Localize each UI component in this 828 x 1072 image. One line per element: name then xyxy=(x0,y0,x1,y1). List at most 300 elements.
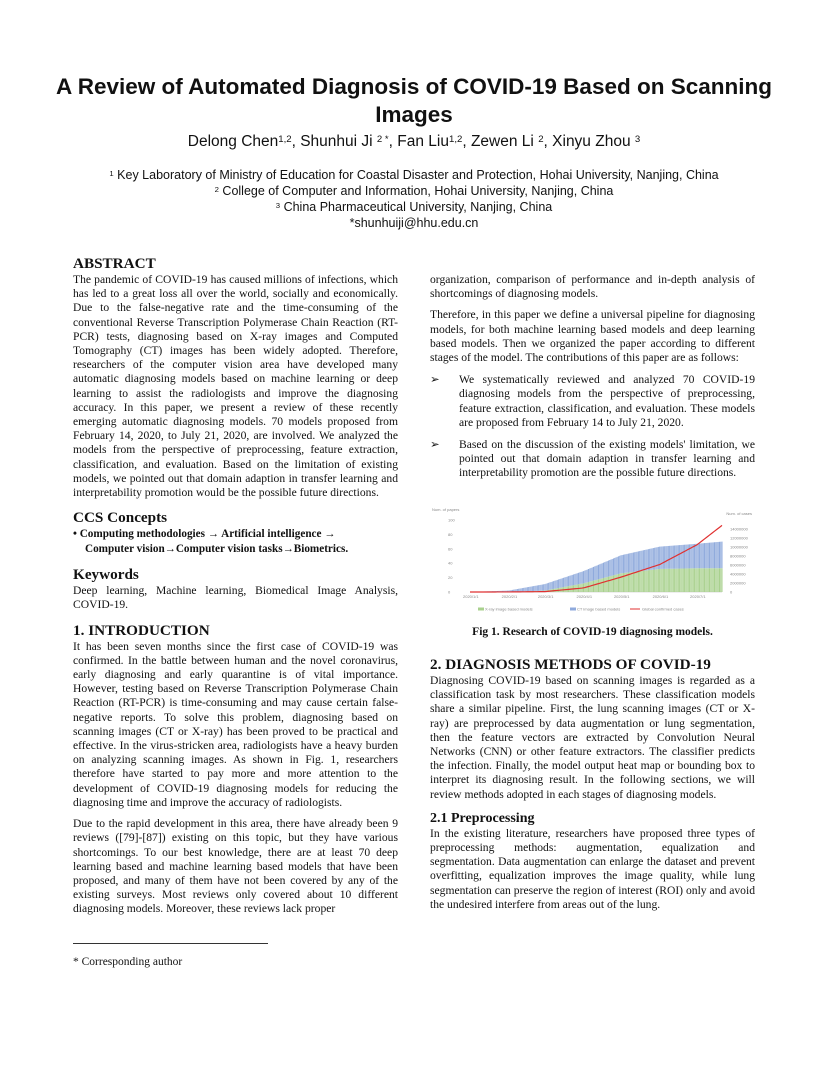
ct-bar xyxy=(682,545,683,569)
ct-bar xyxy=(559,579,560,588)
ct-bar xyxy=(517,589,518,592)
ct-bar xyxy=(624,554,625,572)
legend-swatch-ct xyxy=(570,608,576,611)
xray-bar xyxy=(700,568,701,592)
xray-bar xyxy=(679,569,680,592)
ct-bar xyxy=(593,567,594,581)
xray-bar xyxy=(647,570,648,592)
ct-bar xyxy=(718,542,719,568)
xray-bar xyxy=(694,568,695,592)
ct-bar xyxy=(557,580,558,588)
ct-bar xyxy=(564,577,565,586)
ct-bar xyxy=(591,568,592,581)
ct-bar xyxy=(594,566,595,580)
ct-bar xyxy=(536,586,537,591)
author-name: Delong Chen xyxy=(187,133,279,150)
xray-bar xyxy=(689,568,690,592)
xray-bar xyxy=(720,568,721,592)
xray-bar xyxy=(598,579,599,592)
author-affiliation-mark: 1,2 xyxy=(278,133,292,145)
ct-bar xyxy=(528,587,529,591)
subsection-2-1-text: In the existing literature, researchers have proposed three types of preprocessing methods: augmentation, equalization and segmentation. Data augmentation can enlarge the dataset and prevent overfitting, equalization improves the image quality, while lung segmentation can preserve the region of interest (ROI) only and avoid the undesired interfere from areas out of the lung. xyxy=(430,826,755,911)
xray-bar xyxy=(699,568,700,592)
xray-bar xyxy=(710,568,711,592)
ct-bar xyxy=(553,581,554,589)
xray-bar xyxy=(655,569,656,592)
ct-bar xyxy=(695,544,696,568)
xray-bar xyxy=(654,570,655,592)
ct-bar xyxy=(615,557,616,574)
chart-legend xyxy=(478,607,684,612)
right-axis-title: Num. of cases xyxy=(726,511,752,516)
xray-bar xyxy=(673,569,674,592)
contribution-text: Based on the discussion of the existing models' limitation, we pointed out that domain adaption in transfer learning and interpretability promotion are the possible future directions. xyxy=(459,438,755,480)
ct-bar xyxy=(569,576,570,586)
xray-bar xyxy=(658,569,659,592)
ct-bar xyxy=(622,555,623,573)
author-affiliation-mark: 2 xyxy=(538,133,544,145)
xray-bar xyxy=(685,568,686,592)
right-column-top xyxy=(430,273,755,481)
xray-bar xyxy=(638,571,639,592)
ct-bar xyxy=(677,545,678,568)
xray-bar xyxy=(698,568,699,592)
ct-bar xyxy=(548,583,549,590)
xray-bar xyxy=(713,568,714,592)
ct-bar xyxy=(605,562,606,578)
xray-bar xyxy=(708,568,709,592)
ct-bar xyxy=(558,579,559,588)
contribution-text: We systematically reviewed and analyzed 70 COVID-19 diagnosing models from the perspective of preprocessing, feature extraction, classification, and evaluation. These models are proposed from February 14 to July 21, 2020. xyxy=(459,373,755,429)
ct-bar xyxy=(642,551,643,571)
ct-bar xyxy=(618,556,619,574)
xray-bar xyxy=(622,573,623,592)
paper-title: A Review of Automated Diagnosis of COVID-19 Based on Scanning Images xyxy=(56,74,772,127)
xray-bar xyxy=(599,579,600,592)
xray-bar xyxy=(668,569,669,592)
author-list: Delong Chen$^{1,2}$, Shunhui Ji $^{2 *}$, Fan Liu$^{1,2}$, Zewen Li $^2$, Xinyu Zhou $^3$ xyxy=(187,133,641,150)
ct-bar xyxy=(529,587,530,591)
xray-bar xyxy=(682,569,683,592)
xray-bar xyxy=(659,569,660,592)
ct-bar xyxy=(533,586,534,591)
affiliation-text: College of Computer and Information, Hohai University, Nanjing, China xyxy=(222,184,614,198)
ct-bar xyxy=(556,580,557,588)
affiliation-line xyxy=(40,167,788,183)
ct-bar xyxy=(526,587,527,591)
xray-bar xyxy=(597,580,598,592)
xray-bar xyxy=(678,569,679,592)
ct-bar xyxy=(667,546,668,569)
xray-bar xyxy=(652,570,653,592)
author-name: Shunhui Ji xyxy=(300,133,373,150)
x-tick-label: 2020/4/1 xyxy=(576,594,593,599)
ct-bar xyxy=(518,589,519,592)
introduction-paragraph-4: Therefore, in this paper we define a universal pipeline for diagnosing models, for both machine learning based models and deep learning based models. Then we organized the paper according to different stages of the model. The contributions of this paper are as follows: xyxy=(430,308,755,365)
author-affiliation-mark: 3 xyxy=(634,133,641,145)
ct-bar xyxy=(547,583,548,590)
ct-bar xyxy=(638,551,639,571)
figure-1-chart xyxy=(430,506,755,618)
xray-bar xyxy=(660,569,661,592)
ct-bar xyxy=(567,577,568,587)
ct-bar xyxy=(722,542,723,569)
author-affiliation-mark: 1,2 xyxy=(449,133,463,145)
ct-bar xyxy=(717,542,718,568)
ct-bar xyxy=(643,550,644,571)
ct-bar xyxy=(574,574,575,585)
ct-bar xyxy=(640,551,641,571)
ct-bar xyxy=(685,545,686,569)
xray-bar xyxy=(592,581,593,592)
ct-bar xyxy=(712,542,713,568)
ct-bar xyxy=(660,547,661,569)
bullet-arrow-icon: ➢ xyxy=(430,373,440,387)
xray-bar xyxy=(609,576,610,592)
ct-bar xyxy=(665,546,666,569)
ct-bar xyxy=(604,562,605,578)
xray-bar xyxy=(643,571,644,592)
xray-bar xyxy=(602,578,603,592)
ct-bar xyxy=(538,585,539,591)
ct-bar xyxy=(707,543,708,568)
author-name: Zewen Li xyxy=(470,133,534,150)
ct-bar xyxy=(698,544,699,569)
introduction-paragraph-2: Due to the rapid development in this area, there have already been 9 reviews ([79]-[87]) existing on this topic, but they have various shortcomings. To our best knowledge, there are at least 70 deep learning based and machine learning based models that have been proposed, and many of them have not been covered by any of the existing surveys. Most reviews only covered about 10 different diagnosing models. Moreover, these reviews lack proper xyxy=(73,817,398,916)
ct-bar xyxy=(549,582,550,589)
ct-bar xyxy=(617,557,618,574)
y-right-tick-label: 2000000 xyxy=(730,580,746,586)
ct-bar xyxy=(519,589,520,592)
ct-bar xyxy=(562,578,563,587)
ct-bar xyxy=(544,584,545,590)
ct-bar xyxy=(697,544,698,568)
ct-bar xyxy=(633,552,634,571)
xray-bar xyxy=(675,569,676,592)
legend-label-xray: X-ray image based models xyxy=(485,606,533,612)
ct-bar xyxy=(539,585,540,591)
ct-bar xyxy=(614,558,615,575)
ct-bar xyxy=(582,572,583,584)
xray-bar xyxy=(707,568,708,592)
ct-bar xyxy=(704,543,705,568)
ct-bar xyxy=(630,553,631,572)
contribution-item xyxy=(430,373,755,430)
xray-bar xyxy=(705,568,706,592)
affiliation-line xyxy=(40,199,788,215)
xray-bar xyxy=(680,569,681,592)
affiliation-mark: 2 xyxy=(214,184,219,194)
ct-bar xyxy=(610,560,611,576)
xray-bar xyxy=(605,577,606,592)
ct-bar xyxy=(699,544,700,569)
ct-bar xyxy=(680,545,681,569)
x-tick-label: 2020/3/1 xyxy=(537,594,554,599)
ct-bar xyxy=(554,581,555,589)
xray-bar xyxy=(704,568,705,592)
ct-bar xyxy=(645,550,646,571)
ct-bar xyxy=(719,542,720,568)
ct-bar xyxy=(720,542,721,569)
ct-bar xyxy=(703,543,704,568)
xray-bar xyxy=(717,568,718,592)
xray-bar xyxy=(593,581,594,592)
ct-bar xyxy=(709,543,710,569)
xray-bar xyxy=(703,568,704,592)
ct-bar xyxy=(598,565,599,580)
xray-bar xyxy=(604,578,605,592)
ct-bar xyxy=(714,542,715,568)
xray-bar xyxy=(596,580,597,592)
y-left-tick-label: 40 xyxy=(448,560,453,566)
ccs-line-1: • Computing methodologies → Artificial intelligence → xyxy=(73,528,336,541)
xray-bar xyxy=(662,569,663,592)
xray-bar xyxy=(603,578,604,592)
y-left-tick-label: 20 xyxy=(448,575,453,581)
x-tick-label: 2020/7/1 xyxy=(690,594,706,599)
ct-bar xyxy=(587,570,588,583)
xray-bar xyxy=(607,577,608,592)
xray-bar xyxy=(640,571,641,592)
xray-bar xyxy=(632,572,633,592)
ct-bar xyxy=(688,544,689,568)
affiliation-line xyxy=(40,183,788,199)
ct-bar xyxy=(522,588,523,591)
ct-bar xyxy=(662,546,663,568)
x-tick-label: 2020/6/1 xyxy=(652,594,669,599)
section-2-paragraph: Diagnosing COVID-19 based on scanning images is regarded as a classification task by most researchers. These classification models share a similar pipeline. First, the lung scanning images (CT or X-ray) are preprocessed by data augmentation or lung segmentation, then the feature vectors are extracted by Convolution Neural Networks (CNN) or other feature extractors. The classifier predicts the infection. Finally, the model output heat map or bounding box to interpret its diagnosing result. In the following sections, we will review methods adopted in each stages of diagnosing models. xyxy=(430,674,755,801)
keywords-text: Deep learning, Machine learning, Biomedical Image Analysis, COVID-19. xyxy=(73,584,398,612)
keywords-heading: Keywords xyxy=(73,566,139,584)
xray-bar xyxy=(663,569,664,592)
ct-bar xyxy=(537,585,538,590)
ct-bar xyxy=(578,573,579,584)
ct-bar xyxy=(620,555,621,573)
xray-bar xyxy=(615,575,616,592)
bullet-arrow-icon: ➢ xyxy=(430,438,440,452)
xray-bar xyxy=(629,572,630,592)
xray-bar xyxy=(672,569,673,592)
ct-bar xyxy=(627,554,628,573)
ct-bar xyxy=(634,552,635,572)
contact-email: *shunhuiji@hhu.edu.cn xyxy=(349,216,479,230)
legend-label-ct: CT image based models xyxy=(577,606,621,612)
ct-bar xyxy=(625,554,626,573)
xray-bar xyxy=(594,580,595,592)
ct-bar xyxy=(581,572,582,584)
ct-bar xyxy=(683,545,684,569)
xray-bar xyxy=(718,568,719,592)
ct-bar xyxy=(635,552,636,572)
affiliation-list xyxy=(40,167,788,231)
xray-bar xyxy=(608,577,609,592)
xray-bar xyxy=(618,574,619,592)
ct-bar xyxy=(579,572,580,584)
ct-bar xyxy=(561,579,562,588)
ct-bar xyxy=(664,546,665,569)
xray-bar xyxy=(687,568,688,592)
ct-bar xyxy=(612,559,613,576)
introduction-heading: 1. INTRODUCTION xyxy=(73,621,210,639)
ct-bar xyxy=(600,564,601,579)
ct-bar xyxy=(675,545,676,568)
x-tick-label: 2020/5/1 xyxy=(613,594,630,599)
introduction-paragraph-1: It has been seven months since the first case of COVID-19 was confirmed. In the battle between human and the novel coronavirus, early diagnosing and early quarantine is of vital importance. However, testing based on Reverse Transcription Polymerase Chain Reaction (RT-PCR) is time-consuming and may cause certain false-negative reports. To solve this problem, diagnosing based on scanning images (CT or X-ray) has been proved to be practical and effective. In the virus-stricken area, radiologists have a heavy burden on analyzing scanning images. As shown in Fig. 1, researchers therefore have started to pay more and more attention to the development of COVID-19 diagnosing models for reducing the diagnosing time and improve the accuracy of radiologists. xyxy=(73,639,398,809)
ct-bar xyxy=(577,573,578,584)
ct-bar xyxy=(589,568,590,581)
y-left-tick-label: 60 xyxy=(448,546,453,552)
ct-bar xyxy=(687,545,688,569)
ct-bar xyxy=(663,546,664,569)
xray-bar xyxy=(669,569,670,592)
ct-bar xyxy=(603,563,604,578)
left-column xyxy=(73,255,398,917)
xray-bar xyxy=(612,576,613,592)
affiliation-mark: 3 xyxy=(275,200,281,210)
xray-bar xyxy=(635,572,636,592)
xray-bar xyxy=(712,568,713,592)
affiliation-text: China Pharmaceutical University, Nanjing, China xyxy=(283,200,553,214)
ct-bar xyxy=(527,587,528,591)
ct-bar xyxy=(710,543,711,569)
ct-bar xyxy=(648,549,649,570)
xray-bar xyxy=(697,568,698,592)
ct-bar xyxy=(637,552,638,572)
y-right-tick-label: 4000000 xyxy=(730,571,746,577)
ct-bar xyxy=(700,543,701,568)
ct-bar xyxy=(531,587,532,592)
ct-bar xyxy=(521,588,522,591)
xray-bar xyxy=(670,569,671,592)
left-axis-title: Num. of papers xyxy=(432,507,460,512)
ct-bar xyxy=(563,578,564,587)
y-left-tick-label: 0 xyxy=(448,589,451,595)
introduction-paragraph-3: organization, comparison of performance and in-depth analysis of shortcomings of diagnosing models. xyxy=(430,273,755,301)
ct-bar xyxy=(670,546,671,569)
ct-bar xyxy=(592,567,593,581)
xray-bar xyxy=(692,568,693,592)
ct-bar xyxy=(629,553,630,572)
ct-bar xyxy=(623,555,624,573)
xray-bar xyxy=(695,568,696,592)
ct-bar xyxy=(639,551,640,571)
ct-bar xyxy=(572,575,573,586)
ct-bar xyxy=(602,563,603,578)
xray-bar xyxy=(600,579,601,592)
y-right-tick-label: 10000000 xyxy=(730,544,748,550)
ct-bar xyxy=(532,586,533,591)
ct-bar xyxy=(607,561,608,577)
ct-bar xyxy=(534,586,535,591)
ct-bar xyxy=(546,584,547,591)
author-name: Fan Liu xyxy=(397,133,449,150)
ct-bar xyxy=(694,544,695,568)
ct-bar xyxy=(705,543,706,568)
figure-1-caption: Fig 1. Research of COVID-19 diagnosing models. xyxy=(472,626,713,638)
xray-bar xyxy=(614,575,615,592)
xray-bar xyxy=(709,568,710,592)
ct-bar xyxy=(583,571,584,583)
xray-bar xyxy=(688,568,689,592)
xray-bar xyxy=(634,572,635,592)
ct-bar xyxy=(571,575,572,585)
y-right-tick-label: 6000000 xyxy=(730,562,746,568)
abstract-text: The pandemic of COVID-19 has caused millions of infections, which has led to a great loss all over the world, socially and economically. Due to the false-negative rate and the time-consuming of the conventional Reverse Transcription Polymerase Chain Reaction (RT-PCR) tests, diagnosing based on X-ray images and Computed Tomography (CT) images has been widely adopted. Therefore, researchers of the computer vision area have developed many automatic diagnosing models based on machine learning or deep learning to assist the radiologists and improve the diagnosing accuracy. In this paper, we present a review of these recently emerging automatic diagnosing models. 70 models proposed from February 14, 2020, to July 21, 2020, are involved. We analyzed the models from the perspective of preprocessing, feature extraction, classification, and evaluation. Based on the limitation of existing models, we pointed out that domain adaption in transfer learning and interpretability promotion would be the possible future directions. xyxy=(73,273,398,500)
xray-bar xyxy=(619,574,620,592)
ct-bar xyxy=(708,543,709,568)
x-tick-label: 2020/1/1 xyxy=(463,594,479,599)
y-right-tick-label: 0 xyxy=(730,589,733,595)
ct-bar xyxy=(628,554,629,573)
ct-bar xyxy=(678,545,679,568)
ct-bar xyxy=(584,571,585,583)
xray-bar xyxy=(693,568,694,592)
ct-bar xyxy=(551,582,552,589)
ct-bar xyxy=(576,574,577,585)
ct-bar xyxy=(599,564,600,579)
ct-bar xyxy=(543,584,544,590)
ct-bar xyxy=(609,560,610,576)
ct-bar xyxy=(668,546,669,569)
xray-bar xyxy=(714,568,715,592)
affiliation-text: Key Laboratory of Ministry of Education for Coastal Disaster and Protection, Hohai University, Nanjing, China xyxy=(117,168,719,182)
xray-bar xyxy=(664,569,665,592)
ct-bar xyxy=(542,585,543,591)
contribution-item xyxy=(430,438,755,481)
ct-bar xyxy=(541,585,542,591)
xray-bar xyxy=(722,568,723,592)
y-right-tick-label: 14000000 xyxy=(730,526,748,532)
ct-bar xyxy=(613,558,614,575)
xray-bar xyxy=(633,572,634,592)
xray-bar xyxy=(677,569,678,592)
author-affiliation-mark: 2 * xyxy=(376,133,389,145)
xray-bar xyxy=(644,571,645,592)
xray-bar xyxy=(645,570,646,592)
xray-bar xyxy=(667,569,668,592)
xray-bar xyxy=(653,570,654,592)
ct-bar xyxy=(523,588,524,592)
xray-bar xyxy=(642,571,643,592)
right-column-bottom xyxy=(430,656,755,912)
footnote-divider xyxy=(73,943,268,944)
xray-bar xyxy=(639,571,640,592)
ct-bar xyxy=(702,543,703,568)
xray-bar xyxy=(617,574,618,592)
ct-bar xyxy=(552,582,553,590)
xray-bar xyxy=(715,568,716,592)
ct-bar xyxy=(597,565,598,579)
xray-bar xyxy=(684,568,685,592)
ct-bar xyxy=(588,569,589,582)
xray-bar xyxy=(690,568,691,592)
ct-bar xyxy=(568,576,569,586)
xray-bar xyxy=(620,573,621,592)
ccs-line-2: Computer vision→Computer vision tasks→Biometrics. xyxy=(85,542,349,555)
xray-bar xyxy=(648,570,649,592)
ct-bar xyxy=(669,546,670,569)
ct-bar xyxy=(693,544,694,568)
subsection-2-1-heading: 2.1 Preprocessing xyxy=(430,810,535,826)
xray-bar xyxy=(702,568,703,592)
x-tick-label: 2020/2/1 xyxy=(501,594,518,599)
ct-bar xyxy=(632,553,633,572)
legend-swatch-xray xyxy=(478,608,484,611)
ct-bar xyxy=(679,545,680,568)
xray-bar xyxy=(591,581,592,592)
xray-bar xyxy=(637,571,638,592)
legend-label-cases: Global confirmed cases xyxy=(642,606,684,612)
